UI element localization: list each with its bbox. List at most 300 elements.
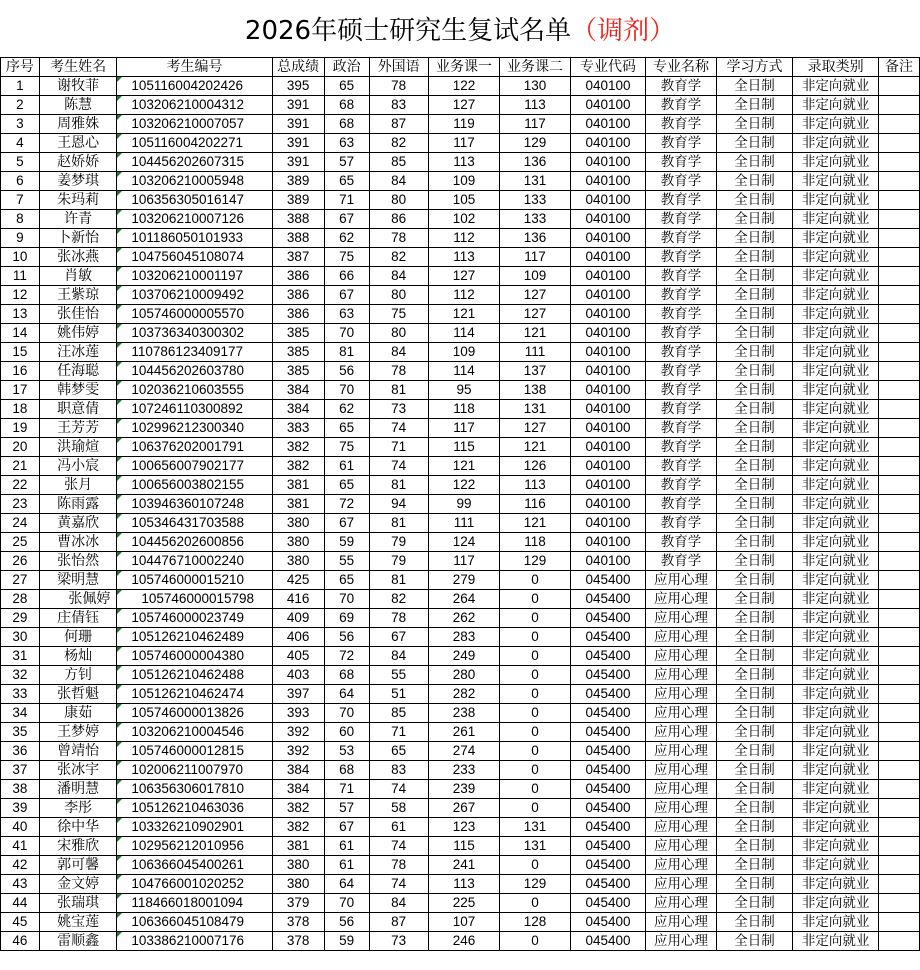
cell-index: 5 bbox=[1, 153, 40, 172]
header-course-2: 业务课二 bbox=[500, 58, 570, 77]
cell-exam-no: 105346431703588 bbox=[117, 514, 272, 533]
cell-major-name: 应用心理 bbox=[646, 742, 716, 761]
cell-name: 曹冰冰 bbox=[39, 533, 117, 552]
cell-remarks bbox=[879, 894, 920, 913]
cell-course-1: 127 bbox=[428, 267, 499, 286]
cell-major-code: 040100 bbox=[570, 381, 646, 400]
cell-admission-type: 非定向就业 bbox=[793, 305, 879, 324]
cell-name: 洪瑜煊 bbox=[39, 438, 117, 457]
cell-exam-no: 104456202600856 bbox=[117, 533, 272, 552]
cell-course-1: 121 bbox=[428, 305, 499, 324]
table-header bbox=[1, 58, 920, 77]
cell-admission-type: 非定向就业 bbox=[793, 761, 879, 780]
cell-study-mode: 全日制 bbox=[716, 381, 793, 400]
cell-name: 周雅姝 bbox=[39, 115, 117, 134]
header-major-code: 专业代码 bbox=[570, 58, 646, 77]
cell-study-mode: 全日制 bbox=[716, 419, 793, 438]
cell-study-mode: 全日制 bbox=[716, 932, 793, 951]
cell-major-name: 教育学 bbox=[646, 343, 716, 362]
cell-politics: 68 bbox=[324, 666, 369, 685]
cell-study-mode: 全日制 bbox=[716, 875, 793, 894]
cell-admission-type: 非定向就业 bbox=[793, 666, 879, 685]
cell-admission-type: 非定向就业 bbox=[793, 191, 879, 210]
header-index: 序号 bbox=[1, 58, 40, 77]
header-course-1: 业务课一 bbox=[428, 58, 499, 77]
cell-exam-no: 105746000015798 bbox=[117, 590, 272, 609]
cell-study-mode: 全日制 bbox=[716, 210, 793, 229]
cell-course-1: 115 bbox=[428, 438, 499, 457]
cell-index: 8 bbox=[1, 210, 40, 229]
table-row bbox=[1, 571, 920, 590]
cell-remarks bbox=[879, 609, 920, 628]
cell-study-mode: 全日制 bbox=[716, 248, 793, 267]
cell-total: 380 bbox=[272, 514, 324, 533]
cell-total: 397 bbox=[272, 685, 324, 704]
cell-index: 45 bbox=[1, 913, 40, 932]
cell-course-1: 109 bbox=[428, 343, 499, 362]
cell-course-2: 0 bbox=[500, 780, 570, 799]
cell-admission-type: 非定向就业 bbox=[793, 267, 879, 286]
cell-exam-no: 105746000015210 bbox=[117, 571, 272, 590]
cell-politics: 70 bbox=[324, 894, 369, 913]
cell-exam-no: 106366045108479 bbox=[117, 913, 272, 932]
cell-foreign-lang: 51 bbox=[369, 685, 428, 704]
cell-admission-type: 非定向就业 bbox=[793, 609, 879, 628]
cell-politics: 69 bbox=[324, 609, 369, 628]
cell-politics: 65 bbox=[324, 77, 369, 96]
cell-exam-no: 106366045400261 bbox=[117, 856, 272, 875]
cell-admission-type: 非定向就业 bbox=[793, 818, 879, 837]
cell-remarks bbox=[879, 704, 920, 723]
cell-admission-type: 非定向就业 bbox=[793, 134, 879, 153]
cell-major-name: 应用心理 bbox=[646, 590, 716, 609]
cell-total: 389 bbox=[272, 172, 324, 191]
cell-course-1: 114 bbox=[428, 324, 499, 343]
table-row bbox=[1, 837, 920, 856]
cell-course-1: 264 bbox=[428, 590, 499, 609]
cell-major-code: 040100 bbox=[570, 438, 646, 457]
cell-foreign-lang: 87 bbox=[369, 115, 428, 134]
cell-total: 378 bbox=[272, 932, 324, 951]
cell-course-2: 118 bbox=[500, 533, 570, 552]
cell-study-mode: 全日制 bbox=[716, 628, 793, 647]
cell-foreign-lang: 83 bbox=[369, 96, 428, 115]
cell-index: 30 bbox=[1, 628, 40, 647]
cell-politics: 72 bbox=[324, 647, 369, 666]
cell-remarks bbox=[879, 362, 920, 381]
cell-course-2: 117 bbox=[500, 248, 570, 267]
cell-exam-no: 105126210462488 bbox=[117, 666, 272, 685]
cell-index: 44 bbox=[1, 894, 40, 913]
table-row bbox=[1, 438, 920, 457]
cell-index: 26 bbox=[1, 552, 40, 571]
cell-politics: 63 bbox=[324, 134, 369, 153]
cell-remarks bbox=[879, 153, 920, 172]
cell-study-mode: 全日制 bbox=[716, 153, 793, 172]
cell-admission-type: 非定向就业 bbox=[793, 457, 879, 476]
cell-index: 16 bbox=[1, 362, 40, 381]
cell-remarks bbox=[879, 96, 920, 115]
header-politics: 政治 bbox=[324, 58, 369, 77]
cell-major-name: 教育学 bbox=[646, 153, 716, 172]
cell-total: 384 bbox=[272, 761, 324, 780]
cell-politics: 56 bbox=[324, 913, 369, 932]
cell-exam-no: 103206210005948 bbox=[117, 172, 272, 191]
cell-exam-no: 106356305016147 bbox=[117, 191, 272, 210]
cell-course-2: 131 bbox=[500, 400, 570, 419]
cell-course-2: 0 bbox=[500, 590, 570, 609]
cell-course-2: 136 bbox=[500, 229, 570, 248]
cell-admission-type: 非定向就业 bbox=[793, 115, 879, 134]
header-foreign-lang: 外国语 bbox=[369, 58, 428, 77]
cell-remarks bbox=[879, 818, 920, 837]
cell-study-mode: 全日制 bbox=[716, 457, 793, 476]
cell-politics: 75 bbox=[324, 248, 369, 267]
cell-remarks bbox=[879, 381, 920, 400]
cell-study-mode: 全日制 bbox=[716, 115, 793, 134]
cell-index: 31 bbox=[1, 647, 40, 666]
cell-index: 34 bbox=[1, 704, 40, 723]
cell-admission-type: 非定向就业 bbox=[793, 913, 879, 932]
table-row bbox=[1, 799, 920, 818]
cell-major-name: 教育学 bbox=[646, 267, 716, 286]
cell-course-1: 249 bbox=[428, 647, 499, 666]
cell-remarks bbox=[879, 571, 920, 590]
cell-course-2: 129 bbox=[500, 875, 570, 894]
cell-admission-type: 非定向就业 bbox=[793, 742, 879, 761]
table-row bbox=[1, 552, 920, 571]
cell-exam-no: 105746000005570 bbox=[117, 305, 272, 324]
cell-index: 21 bbox=[1, 457, 40, 476]
cell-major-name: 应用心理 bbox=[646, 628, 716, 647]
cell-major-name: 应用心理 bbox=[646, 818, 716, 837]
cell-course-1: 107 bbox=[428, 913, 499, 932]
title-subtitle: （调剂） bbox=[571, 16, 676, 46]
cell-exam-no: 103206210001197 bbox=[117, 267, 272, 286]
cell-politics: 71 bbox=[324, 191, 369, 210]
header-row bbox=[1, 58, 920, 77]
cell-course-1: 279 bbox=[428, 571, 499, 590]
cell-total: 389 bbox=[272, 191, 324, 210]
cell-exam-no: 103706210009492 bbox=[117, 286, 272, 305]
cell-name: 张冰燕 bbox=[39, 248, 117, 267]
cell-politics: 65 bbox=[324, 571, 369, 590]
cell-foreign-lang: 74 bbox=[369, 780, 428, 799]
cell-name: 宋雅欣 bbox=[39, 837, 117, 856]
cell-total: 382 bbox=[272, 457, 324, 476]
cell-total: 379 bbox=[272, 894, 324, 913]
cell-name: 朱玛莉 bbox=[39, 191, 117, 210]
cell-course-1: 122 bbox=[428, 77, 499, 96]
cell-total: 381 bbox=[272, 495, 324, 514]
cell-total: 384 bbox=[272, 400, 324, 419]
cell-remarks bbox=[879, 875, 920, 894]
cell-course-2: 0 bbox=[500, 761, 570, 780]
table-row bbox=[1, 704, 920, 723]
cell-total: 391 bbox=[272, 153, 324, 172]
cell-total: 391 bbox=[272, 96, 324, 115]
cell-politics: 70 bbox=[324, 381, 369, 400]
cell-course-1: 99 bbox=[428, 495, 499, 514]
cell-exam-no: 103206210004546 bbox=[117, 723, 272, 742]
cell-politics: 56 bbox=[324, 628, 369, 647]
cell-remarks bbox=[879, 400, 920, 419]
cell-course-1: 102 bbox=[428, 210, 499, 229]
cell-foreign-lang: 80 bbox=[369, 324, 428, 343]
cell-total: 386 bbox=[272, 286, 324, 305]
cell-remarks bbox=[879, 286, 920, 305]
cell-study-mode: 全日制 bbox=[716, 609, 793, 628]
cell-politics: 62 bbox=[324, 229, 369, 248]
cell-politics: 60 bbox=[324, 723, 369, 742]
header-remarks: 备注 bbox=[879, 58, 920, 77]
table-row bbox=[1, 96, 920, 115]
cell-admission-type: 非定向就业 bbox=[793, 210, 879, 229]
cell-course-2: 111 bbox=[500, 343, 570, 362]
cell-admission-type: 非定向就业 bbox=[793, 476, 879, 495]
cell-admission-type: 非定向就业 bbox=[793, 419, 879, 438]
cell-exam-no: 103206210004312 bbox=[117, 96, 272, 115]
table-row bbox=[1, 172, 920, 191]
table-row bbox=[1, 856, 920, 875]
cell-exam-no: 102996212300340 bbox=[117, 419, 272, 438]
cell-name: 梁明慧 bbox=[39, 571, 117, 590]
cell-study-mode: 全日制 bbox=[716, 400, 793, 419]
table-row bbox=[1, 932, 920, 951]
cell-name: 张怡然 bbox=[39, 552, 117, 571]
cell-name: 张冰宇 bbox=[39, 761, 117, 780]
cell-major-name: 应用心理 bbox=[646, 723, 716, 742]
cell-course-2: 113 bbox=[500, 96, 570, 115]
cell-course-2: 138 bbox=[500, 381, 570, 400]
cell-exam-no: 105116004202426 bbox=[117, 77, 272, 96]
cell-politics: 66 bbox=[324, 267, 369, 286]
cell-study-mode: 全日制 bbox=[716, 590, 793, 609]
table-row bbox=[1, 191, 920, 210]
cell-name: 何珊 bbox=[39, 628, 117, 647]
header-major-name: 专业名称 bbox=[646, 58, 716, 77]
cell-index: 17 bbox=[1, 381, 40, 400]
cell-total: 380 bbox=[272, 856, 324, 875]
cell-exam-no: 102956212010956 bbox=[117, 837, 272, 856]
cell-course-1: 115 bbox=[428, 837, 499, 856]
cell-study-mode: 全日制 bbox=[716, 856, 793, 875]
cell-total: 382 bbox=[272, 799, 324, 818]
cell-admission-type: 非定向就业 bbox=[793, 533, 879, 552]
cell-study-mode: 全日制 bbox=[716, 362, 793, 381]
cell-study-mode: 全日制 bbox=[716, 799, 793, 818]
cell-total: 392 bbox=[272, 723, 324, 742]
page-title bbox=[0, 8, 920, 54]
cell-major-code: 045400 bbox=[570, 590, 646, 609]
cell-total: 409 bbox=[272, 609, 324, 628]
cell-course-2: 0 bbox=[500, 932, 570, 951]
cell-course-2: 0 bbox=[500, 666, 570, 685]
cell-major-code: 040100 bbox=[570, 191, 646, 210]
cell-exam-no: 105746000023749 bbox=[117, 609, 272, 628]
cell-total: 393 bbox=[272, 704, 324, 723]
cell-politics: 68 bbox=[324, 761, 369, 780]
cell-admission-type: 非定向就业 bbox=[793, 552, 879, 571]
cell-course-1: 95 bbox=[428, 381, 499, 400]
cell-exam-no: 118466018001094 bbox=[117, 894, 272, 913]
cell-index: 3 bbox=[1, 115, 40, 134]
cell-study-mode: 全日制 bbox=[716, 267, 793, 286]
cell-index: 38 bbox=[1, 780, 40, 799]
cell-study-mode: 全日制 bbox=[716, 96, 793, 115]
cell-major-name: 教育学 bbox=[646, 286, 716, 305]
cell-course-2: 0 bbox=[500, 704, 570, 723]
cell-politics: 64 bbox=[324, 875, 369, 894]
cell-remarks bbox=[879, 837, 920, 856]
cell-study-mode: 全日制 bbox=[716, 438, 793, 457]
cell-study-mode: 全日制 bbox=[716, 742, 793, 761]
cell-name: 陈雨露 bbox=[39, 495, 117, 514]
cell-remarks bbox=[879, 647, 920, 666]
cell-politics: 68 bbox=[324, 115, 369, 134]
table-row bbox=[1, 913, 920, 932]
table-row bbox=[1, 77, 920, 96]
table-row bbox=[1, 419, 920, 438]
cell-foreign-lang: 71 bbox=[369, 723, 428, 742]
cell-remarks bbox=[879, 666, 920, 685]
cell-total: 416 bbox=[272, 590, 324, 609]
cell-index: 22 bbox=[1, 476, 40, 495]
cell-major-code: 040100 bbox=[570, 305, 646, 324]
cell-major-name: 应用心理 bbox=[646, 799, 716, 818]
cell-admission-type: 非定向就业 bbox=[793, 229, 879, 248]
cell-course-2: 0 bbox=[500, 856, 570, 875]
cell-foreign-lang: 78 bbox=[369, 609, 428, 628]
table-row bbox=[1, 685, 920, 704]
cell-exam-no: 102006211007970 bbox=[117, 761, 272, 780]
cell-major-code: 040100 bbox=[570, 457, 646, 476]
cell-foreign-lang: 65 bbox=[369, 742, 428, 761]
cell-politics: 64 bbox=[324, 685, 369, 704]
cell-total: 386 bbox=[272, 305, 324, 324]
cell-study-mode: 全日制 bbox=[716, 761, 793, 780]
cell-politics: 62 bbox=[324, 400, 369, 419]
cell-study-mode: 全日制 bbox=[716, 571, 793, 590]
cell-remarks bbox=[879, 210, 920, 229]
cell-name: 张瑞琪 bbox=[39, 894, 117, 913]
cell-course-1: 113 bbox=[428, 153, 499, 172]
table-body bbox=[1, 77, 920, 951]
cell-index: 15 bbox=[1, 343, 40, 362]
cell-major-name: 应用心理 bbox=[646, 932, 716, 951]
cell-name: 张佩婷 bbox=[39, 590, 117, 609]
cell-major-name: 教育学 bbox=[646, 191, 716, 210]
cell-name: 姜梦琪 bbox=[39, 172, 117, 191]
cell-study-mode: 全日制 bbox=[716, 134, 793, 153]
cell-foreign-lang: 75 bbox=[369, 305, 428, 324]
cell-name: 郭可馨 bbox=[39, 856, 117, 875]
cell-politics: 65 bbox=[324, 476, 369, 495]
cell-course-1: 124 bbox=[428, 533, 499, 552]
cell-foreign-lang: 74 bbox=[369, 457, 428, 476]
cell-index: 43 bbox=[1, 875, 40, 894]
cell-course-2: 137 bbox=[500, 362, 570, 381]
cell-foreign-lang: 74 bbox=[369, 875, 428, 894]
cell-major-name: 教育学 bbox=[646, 457, 716, 476]
cell-foreign-lang: 78 bbox=[369, 362, 428, 381]
cell-major-name: 教育学 bbox=[646, 305, 716, 324]
cell-name: 谢牧菲 bbox=[39, 77, 117, 96]
table-row bbox=[1, 457, 920, 476]
cell-exam-no: 104456202603780 bbox=[117, 362, 272, 381]
cell-major-name: 应用心理 bbox=[646, 685, 716, 704]
cell-index: 32 bbox=[1, 666, 40, 685]
cell-remarks bbox=[879, 191, 920, 210]
cell-major-code: 045400 bbox=[570, 894, 646, 913]
cell-course-2: 128 bbox=[500, 913, 570, 932]
cell-course-1: 117 bbox=[428, 419, 499, 438]
cell-admission-type: 非定向就业 bbox=[793, 799, 879, 818]
cell-index: 28 bbox=[1, 590, 40, 609]
cell-course-1: 109 bbox=[428, 172, 499, 191]
cell-course-1: 113 bbox=[428, 248, 499, 267]
cell-study-mode: 全日制 bbox=[716, 229, 793, 248]
cell-major-name: 教育学 bbox=[646, 552, 716, 571]
cell-study-mode: 全日制 bbox=[716, 286, 793, 305]
cell-name: 卜新怡 bbox=[39, 229, 117, 248]
cell-major-code: 040100 bbox=[570, 210, 646, 229]
cell-index: 39 bbox=[1, 799, 40, 818]
cell-major-name: 应用心理 bbox=[646, 913, 716, 932]
table-row bbox=[1, 324, 920, 343]
cell-foreign-lang: 81 bbox=[369, 381, 428, 400]
header-study-mode: 学习方式 bbox=[716, 58, 793, 77]
cell-course-1: 123 bbox=[428, 818, 499, 837]
cell-remarks bbox=[879, 229, 920, 248]
cell-major-code: 045400 bbox=[570, 571, 646, 590]
table-row bbox=[1, 495, 920, 514]
cell-course-2: 121 bbox=[500, 514, 570, 533]
cell-foreign-lang: 78 bbox=[369, 229, 428, 248]
cell-index: 11 bbox=[1, 267, 40, 286]
cell-politics: 67 bbox=[324, 286, 369, 305]
cell-exam-no: 101186050101933 bbox=[117, 229, 272, 248]
cell-foreign-lang: 83 bbox=[369, 761, 428, 780]
cell-foreign-lang: 82 bbox=[369, 590, 428, 609]
table-row bbox=[1, 533, 920, 552]
cell-major-name: 应用心理 bbox=[646, 894, 716, 913]
cell-politics: 61 bbox=[324, 837, 369, 856]
cell-course-2: 116 bbox=[500, 495, 570, 514]
table-row bbox=[1, 400, 920, 419]
cell-admission-type: 非定向就业 bbox=[793, 324, 879, 343]
cell-total: 392 bbox=[272, 742, 324, 761]
cell-major-code: 040100 bbox=[570, 343, 646, 362]
cell-study-mode: 全日制 bbox=[716, 704, 793, 723]
cell-major-code: 045400 bbox=[570, 875, 646, 894]
cell-major-name: 应用心理 bbox=[646, 666, 716, 685]
cell-course-1: 225 bbox=[428, 894, 499, 913]
cell-major-code: 040100 bbox=[570, 495, 646, 514]
cell-study-mode: 全日制 bbox=[716, 77, 793, 96]
cell-total: 383 bbox=[272, 419, 324, 438]
cell-major-code: 045400 bbox=[570, 647, 646, 666]
cell-remarks bbox=[879, 343, 920, 362]
cell-index: 13 bbox=[1, 305, 40, 324]
cell-admission-type: 非定向就业 bbox=[793, 628, 879, 647]
cell-foreign-lang: 79 bbox=[369, 552, 428, 571]
cell-major-name: 应用心理 bbox=[646, 609, 716, 628]
cell-major-code: 040100 bbox=[570, 172, 646, 191]
cell-index: 24 bbox=[1, 514, 40, 533]
cell-name: 汪冰莲 bbox=[39, 343, 117, 362]
cell-exam-no: 105116004202271 bbox=[117, 134, 272, 153]
